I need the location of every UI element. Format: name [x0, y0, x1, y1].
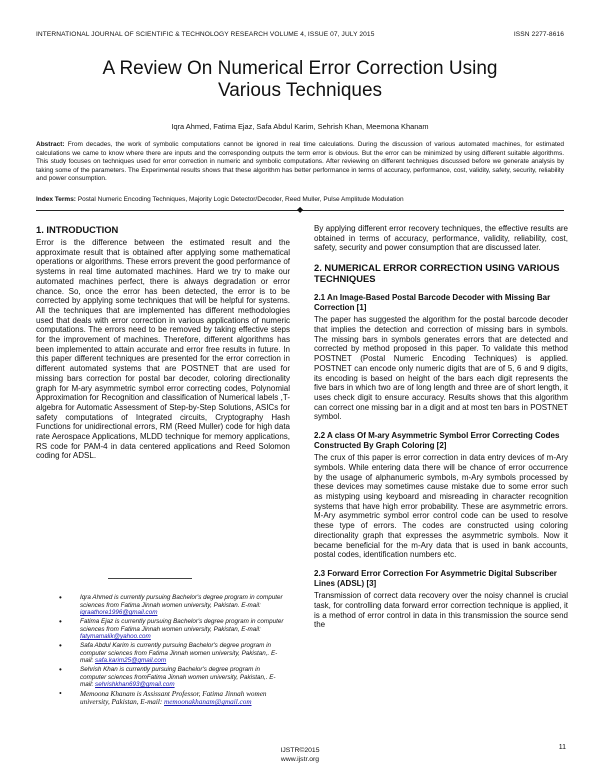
index-terms-text: Postal Numeric Encoding Techniques, Majority Logic Detector/Decoder, Reed Muller, Pulse Amplitude Modulation	[77, 196, 404, 203]
footer-copyright: IJSTR©2015	[280, 747, 320, 754]
section-2-2-heading: 2.2 A class Of M-ary Asymmetric Symbol Error Correcting Codes Constructed By Graph Coloring [2]	[314, 431, 560, 450]
right-column	[314, 224, 568, 630]
title-line-2: Various Techniques	[217, 80, 383, 101]
abstract	[36, 141, 564, 184]
footer-website-link[interactable]: www.ijstr.org	[280, 756, 320, 763]
email-link[interactable]: fatymamalik@yahoo.com	[80, 633, 151, 641]
issn-label: ISSN 2277-8616	[513, 31, 564, 38]
email-link[interactable]: iqraathore1996@gmail.com	[80, 609, 158, 617]
index-terms-label: Index Terms:	[36, 196, 76, 203]
footnote-item: • Iqra Ahmed is currently pursuing Bachelor's degree program in computer sciences from Fatima Jinnah women university, Pakistan. E-mail: iqraathore1996@gmail.com	[56, 594, 288, 617]
email-link[interactable]: memoonakhanam@gmail.com	[164, 698, 252, 707]
footnote-item: • Fatima Ejaz is currently pursuing Bachelor's degree program in computer sciences from Fatima Jinnah women university, Pakistan, E-mail: fatymamalik@yahoo.com	[56, 618, 288, 641]
footnote-item: • Memoona Khanam is Assissant Professor, Fatima Jinnah women university, Pakistan, E-mail: memoonakhanam@gmail.com	[56, 690, 288, 707]
section-2-3-text: Transmission of correct data recovery over the noisy channel is crucial task, for controlling data forward error correction technique is applied, it is a method of error control in data in this transmission the source send the	[314, 591, 568, 630]
author-list: Iqra Ahmed, Fatima Ejaz, Safa Abdul Karim, Sehrish Khan, Meemona Khanam	[171, 122, 429, 131]
author-footnotes	[56, 594, 288, 708]
section-2-3-heading: 2.3 Forward Error Correction For Asymmetric Digital Subscriber Lines (ADSL) [3]	[314, 568, 557, 588]
index-terms	[36, 196, 564, 205]
left-column	[36, 224, 290, 461]
email-link[interactable]: safa.karim25@gmail.com	[95, 657, 167, 665]
intro-continued-text: By applying different error recovery techniques, the effective results are obtained in terms of accuracy, performance, validity, reliability, cost, safety, security and power consumption that are discussed later.	[314, 224, 568, 253]
paper-title	[40, 58, 560, 102]
section-2-heading: 2. NUMERICAL ERROR CORRECTION USING VARIOUS TECHNIQUES	[314, 262, 560, 285]
page-number: 11	[558, 744, 566, 751]
abstract-text: From decades, the work of symbolic computations cannot be ignored in real time calculations. During the discussion of various automated machines, for estimated calculations we came to know where there are inputs and the corresponding outputs the term error is obvious. But the error can be minimized by using different suitable algorithms. This study focuses on techniques used for error correction in numeric and symbolic computations. After reviewing on different techniques discussed before we generate analysis by taking some of the parameters. The Experimental results shows that these algorithm has better performance in terms of accuracy, performance, cost, validity, safety, security, reliability and power consumption.	[36, 141, 564, 183]
section-2-1-heading: 2.1 An Image-Based Postal Barcode Decoder with Missing Bar Correction [1]	[314, 293, 551, 312]
email-link[interactable]: sehrishkhan693@gmail.com	[95, 681, 175, 689]
divider-diamond-icon: ◆	[297, 205, 304, 214]
section-2-2-text: The crux of this paper is error correction in data entry devices of m-Ary symbols. While entering data there will be chance of error occurrence by the usage of alphanumeric symbols, m-Ary symbols processed by these devices may sometimes cause mistake due to some error such as mistyping using keyboard and misreading in character recognition systems that have high error probability. These are asymmetric errors. M-Ary asymmetric symbol error control code can be used to resolve these type of errors. The codes are constructed using coloring directionality graph that expresses the asymmetric symbols. Now it became beneficial for the m-Ary data that is used in bank accounts, postal codes, identification numbers etc.	[314, 453, 568, 560]
section-1-heading: 1. INTRODUCTION	[36, 224, 119, 235]
abstract-label: Abstract:	[36, 141, 65, 148]
section-1-text: Error is the difference between the estimated result and the approximate result that is obtained after applying some mathematical operations or algorithms. These errors prevent the good performance of systems in real time automated machines. Hard we try to make our automated machines perfect, there is always degradation or error chance. So, once the error has been detected, the error is to be corrected by applying some techniques that will be helpful for systems. All the techniques that are implemented has different methodologies used that deals with error correction in various applications of numeric computations. The errors need to be removed by taking effective steps for the improvement of machines. Therefore, different algorithms has been implemented to attain accurate and error free results in future. In this paper different techniques are presented for the error correction in different automated systems that are POSTNET that are used for missing bars correction for postal bar decoder, coloring directionality graph for M-ary asymmetric symbol error correcting codes, Polynomial Approximation for Recognition and classification of Numerical labels ,T-algebra for Automatic Assessment of Step-by-Step Solutions, ASICs for safety computations of Integrated circuits, Cryptography Hash Functions for unidirectional errors, RM (Reed Muller) code for high data rate Aerospace Applications, MLDD technique for memory applications, RS code for PAM-4 in data centered applications and Reed Solomon coding for ADSL.	[36, 238, 290, 461]
footnote-item: • Sehrish Khan is currently pursuing Bachelor's degree program in computer sciences fromFatima Jinnah women university, Pakistan,. E-mail: sehrishkhan693@gmail.com	[56, 666, 288, 689]
section-2-1-text: The paper has suggested the algorithm for the postal barcode decoder that implies the detection and correction of missing bars in symbols. The missing bars in symbols generates errors that are detected and corrected by method proposed in this paper. To validate this method POSTNET (Postal Numeric Encoding Techniques) is applied. POSTNET can encode only numeric digits that are of 5, 6 and 9 digits, its encoding is based on height of the bars each digit represents the five bars in which two are of long length and three are of short length, it uses check digit to ensure accuracy. Results shows that this algorithm can correct one missing bar in a digit and at most ten bars in POSTNET symbol.	[314, 315, 568, 422]
title-line-1: A Review On Numerical Error Correction Using	[102, 58, 498, 79]
footnote-rule	[108, 578, 192, 579]
journal-header: INTERNATIONAL JOURNAL OF SCIENTIFIC & TECHNOLOGY RESEARCH VOLUME 4, ISSUE 07, JULY 2015	[36, 31, 375, 38]
footnote-item: • Safa Abdul Karim is currently pursuing Bachelor's degree program in computer sciences from Fatima Jinnah women university, Pakistan,. E-mail: safa.karim25@gmail.com	[56, 642, 288, 665]
